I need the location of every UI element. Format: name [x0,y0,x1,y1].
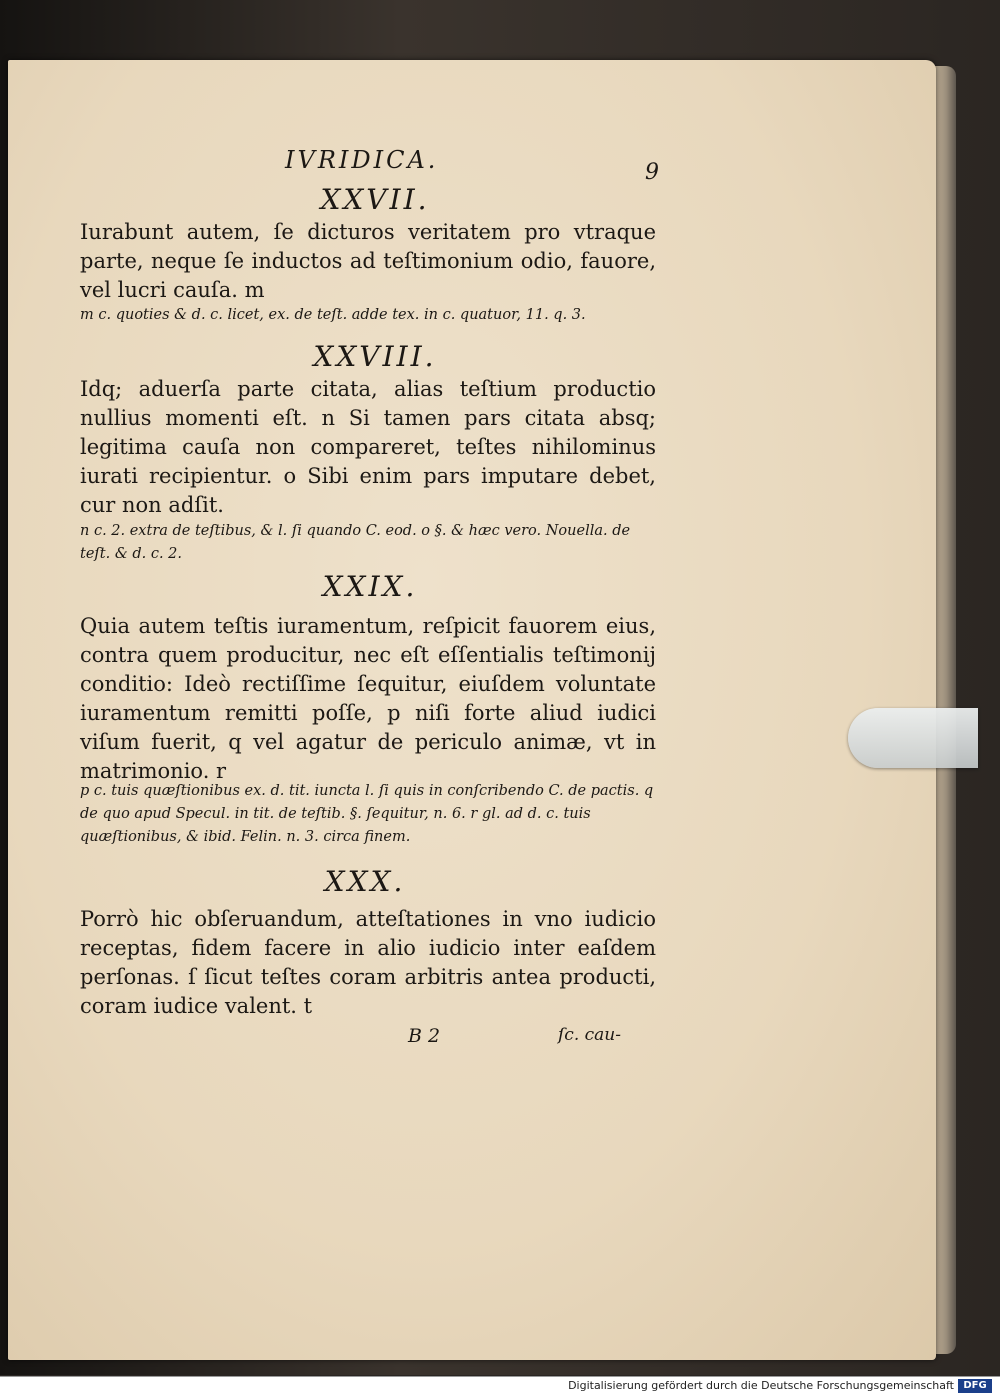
digitization-credit: Digitalisierung gefördert durch die Deutsche Forschungsgemeinschaft [568,1379,954,1392]
page-number: 9 [645,160,659,185]
section-heading: XXIX. [322,570,418,603]
catchword: ſc. cau- [558,1025,621,1045]
running-head: IVRIDICA. [285,146,439,174]
section-heading: XXVIII. [313,340,437,373]
section-text: Iurabunt autem, ſe dicturos veritatem pro vtraque parte, neque ſe inductos ad teſtimonium odio, fauore, vel lucri cauſa. m [80,220,656,302]
footnote: m c. quoties & d. c. licet, ex. de teſt. adde tex. in c. quatuor, 11. q. 3. [80,307,586,323]
footnote: n c. 2. extra de teſtibus, & l. ſi quando C. eod. o §. & hæc vero. Nouella. de teſt. & d. c. 2. [80,523,631,562]
plastic-bookmark-tab [848,708,978,768]
signature-mark: B 2 [408,1025,441,1047]
section-heading: XXVII. [320,183,430,216]
section-text: Idq; aduerſa parte citata, alias teſtium productio nullius momenti eſt. n Si tamen pars citata absq; legitima cauſa non compareret, teſtes nihilominus iurati recipientur. o Sibi enim pars imputare debet, cur non adſit. [80,377,656,517]
section-text: Quia autem teſtis iuramentum, reſpicit fauorem eius, contra quem producitur, nec eſt eſſentialis teſtimonij conditio: Ideò rectiſſime ſequitur, eiuſdem voluntate iuramentum remitti poſſe, p niſi forte aliud iudici viſum fuerit, q vel agatur de periculo animæ, vt in matrimonio. r [80,614,656,783]
section-heading: XXX. [324,865,406,898]
dfg-logo: DFG [958,1379,992,1393]
footnote: p c. tuis quæſtionibus ex. d. tit. iuncta l. ſi quis in conſcribendo C. de pactis. q de quo apud Specul. in tit. de teſtib. §. ſequitur, n. 6. r gl. ad d. c. tuis quæſtionibus, & ibid. Felin. n. 3. circa finem. [80,783,654,845]
section-text: Porrò hic obſeruandum, atteſtationes in vno iudicio receptas, fidem facere in alio iudicio inter eaſdem perſonas. ſ ſicut teſtes coram arbitris antea producti, coram iudice valent. t [80,907,656,1018]
